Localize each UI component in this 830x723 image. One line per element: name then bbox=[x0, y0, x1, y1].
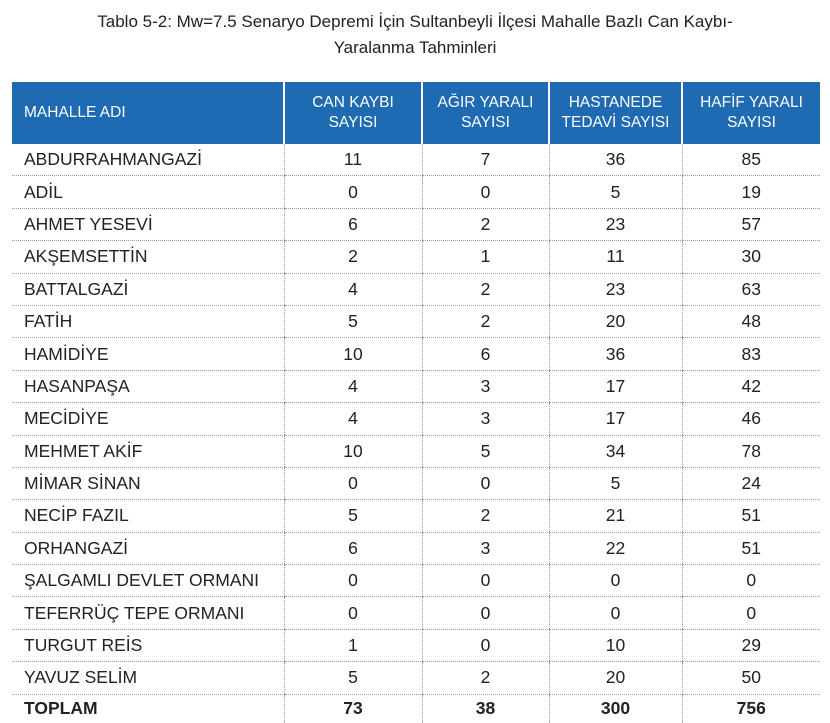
mahalle-name-cell: MECİDİYE bbox=[12, 403, 284, 435]
hastanede-tedavi-cell: 36 bbox=[549, 144, 682, 176]
hastanede-tedavi-cell: 5 bbox=[549, 467, 682, 499]
column-header-line: SAYISI bbox=[461, 114, 510, 131]
can-kaybi-cell: 10 bbox=[284, 435, 422, 467]
table-row bbox=[12, 305, 820, 337]
table-row bbox=[12, 241, 820, 273]
agir-yarali-cell: 2 bbox=[422, 662, 549, 694]
table-row bbox=[12, 629, 820, 661]
can-kaybi-cell: 10 bbox=[284, 338, 422, 370]
hastanede-tedavi-cell: 36 bbox=[549, 338, 682, 370]
table-caption bbox=[0, 9, 830, 61]
mahalle-name-cell: HAMİDİYE bbox=[12, 338, 284, 370]
total-label-cell: TOPLAM bbox=[24, 698, 98, 719]
mahalle-name-cell: TURGUT REİS bbox=[12, 629, 284, 661]
can-kaybi-cell: 6 bbox=[284, 208, 422, 240]
caption-line-2: Yaralanma Tahminleri bbox=[333, 38, 497, 57]
column-header-line: SAYISI bbox=[328, 114, 378, 131]
hafif-yarali-cell: 29 bbox=[682, 629, 820, 661]
column-header-line: AĞIR YARALI bbox=[437, 94, 534, 111]
hastanede-tedavi-cell: 21 bbox=[549, 500, 682, 532]
table-row bbox=[12, 370, 820, 402]
total-hastanede-tedavi-cell: 300 bbox=[549, 694, 682, 723]
mahalle-name-cell: MEHMET AKİF bbox=[12, 435, 284, 467]
table-row bbox=[12, 403, 820, 435]
column-header-line: CAN KAYBI bbox=[312, 94, 394, 111]
agir-yarali-cell: 2 bbox=[422, 305, 549, 337]
mahalle-name-cell: BATTALGAZİ bbox=[12, 273, 284, 305]
can-kaybi-cell: 0 bbox=[284, 565, 422, 597]
can-kaybi-cell: 11 bbox=[284, 144, 422, 176]
hafif-yarali-cell: 83 bbox=[682, 338, 820, 370]
table-header bbox=[12, 82, 820, 144]
agir-yarali-cell: 5 bbox=[422, 435, 549, 467]
table-row bbox=[12, 597, 820, 629]
hastanede-tedavi-cell: 20 bbox=[549, 662, 682, 694]
mahalle-name-cell: ORHANGAZİ bbox=[12, 532, 284, 564]
total-can-kaybi-cell: 73 bbox=[284, 694, 422, 723]
agir-yarali-cell: 2 bbox=[422, 500, 549, 532]
hafif-yarali-cell: 0 bbox=[682, 565, 820, 597]
can-kaybi-cell: 0 bbox=[284, 467, 422, 499]
hafif-yarali-cell: 42 bbox=[682, 370, 820, 402]
hafif-yarali-cell: 50 bbox=[682, 662, 820, 694]
header-row bbox=[12, 82, 820, 144]
hafif-yarali-cell: 85 bbox=[682, 144, 820, 176]
mahalle-name-cell: ŞALGAMLI DEVLET ORMANI bbox=[12, 565, 284, 597]
can-kaybi-cell: 6 bbox=[284, 532, 422, 564]
table-row bbox=[12, 565, 820, 597]
column-header-can-kaybi bbox=[284, 82, 422, 144]
total-row bbox=[12, 694, 820, 723]
column-header-line: HAFİF YARALI bbox=[700, 94, 803, 111]
total-hafif-yarali-cell: 756 bbox=[682, 694, 820, 723]
can-kaybi-cell: 0 bbox=[284, 597, 422, 629]
hafif-yarali-cell: 78 bbox=[682, 435, 820, 467]
can-kaybi-cell: 5 bbox=[284, 662, 422, 694]
caption-line-1: Tablo 5-2: Mw=7.5 Senaryo Depremi İçin Sultanbeyli İlçesi Mahalle Bazlı Can Kaybı- bbox=[97, 12, 733, 31]
hafif-yarali-cell: 51 bbox=[682, 500, 820, 532]
hastanede-tedavi-cell: 22 bbox=[549, 532, 682, 564]
hastanede-tedavi-cell: 0 bbox=[549, 597, 682, 629]
table-row bbox=[12, 176, 820, 208]
hastanede-tedavi-cell: 34 bbox=[549, 435, 682, 467]
mahalle-name-cell: AKŞEMSETTİN bbox=[12, 241, 284, 273]
hafif-yarali-cell: 0 bbox=[682, 597, 820, 629]
mahalle-name-cell: FATİH bbox=[12, 305, 284, 337]
hastanede-tedavi-cell: 5 bbox=[549, 176, 682, 208]
hafif-yarali-cell: 19 bbox=[682, 176, 820, 208]
hafif-yarali-cell: 51 bbox=[682, 532, 820, 564]
hafif-yarali-cell: 46 bbox=[682, 403, 820, 435]
can-kaybi-cell: 0 bbox=[284, 176, 422, 208]
mahalle-name-cell: NECİP FAZIL bbox=[12, 500, 284, 532]
hafif-yarali-cell: 30 bbox=[682, 241, 820, 273]
agir-yarali-cell: 6 bbox=[422, 338, 549, 370]
column-header-line: HASTANEDE bbox=[568, 94, 663, 111]
hafif-yarali-cell: 24 bbox=[682, 467, 820, 499]
can-kaybi-cell: 4 bbox=[284, 370, 422, 402]
hafif-yarali-cell: 57 bbox=[682, 208, 820, 240]
table-row bbox=[12, 662, 820, 694]
table-row bbox=[12, 500, 820, 532]
table-row bbox=[12, 208, 820, 240]
agir-yarali-cell: 3 bbox=[422, 532, 549, 564]
casualty-table bbox=[12, 82, 820, 723]
can-kaybi-cell: 2 bbox=[284, 241, 422, 273]
hastanede-tedavi-cell: 20 bbox=[549, 305, 682, 337]
hastanede-tedavi-cell: 17 bbox=[549, 403, 682, 435]
hastanede-tedavi-cell: 11 bbox=[549, 241, 682, 273]
mahalle-name-cell: TEFERRÜÇ TEPE ORMANI bbox=[12, 597, 284, 629]
column-header-line: SAYISI bbox=[727, 114, 776, 131]
column-header-hafif-yarali bbox=[682, 82, 820, 144]
mahalle-name-cell: AHMET YESEVİ bbox=[12, 208, 284, 240]
agir-yarali-cell: 2 bbox=[422, 273, 549, 305]
table-row bbox=[12, 338, 820, 370]
column-header-line: TEDAVİ SAYISI bbox=[561, 114, 670, 131]
agir-yarali-cell: 0 bbox=[422, 565, 549, 597]
total-agir-yarali-cell: 38 bbox=[422, 694, 549, 723]
agir-yarali-cell: 7 bbox=[422, 144, 549, 176]
agir-yarali-cell: 1 bbox=[422, 241, 549, 273]
mahalle-name-cell: HASANPAŞA bbox=[12, 370, 284, 402]
can-kaybi-cell: 4 bbox=[284, 273, 422, 305]
hastanede-tedavi-cell: 23 bbox=[549, 273, 682, 305]
hastanede-tedavi-cell: 17 bbox=[549, 370, 682, 402]
agir-yarali-cell: 2 bbox=[422, 208, 549, 240]
column-header-hastanede-tedavi bbox=[549, 82, 682, 144]
can-kaybi-cell: 5 bbox=[284, 500, 422, 532]
table-row bbox=[12, 467, 820, 499]
can-kaybi-cell: 1 bbox=[284, 629, 422, 661]
hastanede-tedavi-cell: 23 bbox=[549, 208, 682, 240]
can-kaybi-cell: 4 bbox=[284, 403, 422, 435]
agir-yarali-cell: 0 bbox=[422, 176, 549, 208]
mahalle-name-cell: MİMAR SİNAN bbox=[12, 467, 284, 499]
mahalle-name-cell: YAVUZ SELİM bbox=[12, 662, 284, 694]
agir-yarali-cell: 3 bbox=[422, 370, 549, 402]
mahalle-name-cell: ABDURRAHMANGAZİ bbox=[12, 144, 284, 176]
column-header-agir-yarali bbox=[422, 82, 549, 144]
hafif-yarali-cell: 48 bbox=[682, 305, 820, 337]
mahalle-name-cell: ADİL bbox=[12, 176, 284, 208]
agir-yarali-cell: 0 bbox=[422, 467, 549, 499]
agir-yarali-cell: 0 bbox=[422, 629, 549, 661]
can-kaybi-cell: 5 bbox=[284, 305, 422, 337]
agir-yarali-cell: 0 bbox=[422, 597, 549, 629]
agir-yarali-cell: 3 bbox=[422, 403, 549, 435]
hafif-yarali-cell: 63 bbox=[682, 273, 820, 305]
table-body bbox=[12, 144, 820, 723]
column-header-mahalle-adi bbox=[12, 82, 284, 144]
column-header-line: MAHALLE ADI bbox=[24, 104, 126, 121]
hastanede-tedavi-cell: 10 bbox=[549, 629, 682, 661]
table-row bbox=[12, 435, 820, 467]
hastanede-tedavi-cell: 0 bbox=[549, 565, 682, 597]
table-row bbox=[12, 273, 820, 305]
table-row bbox=[12, 532, 820, 564]
table-row bbox=[12, 144, 820, 176]
